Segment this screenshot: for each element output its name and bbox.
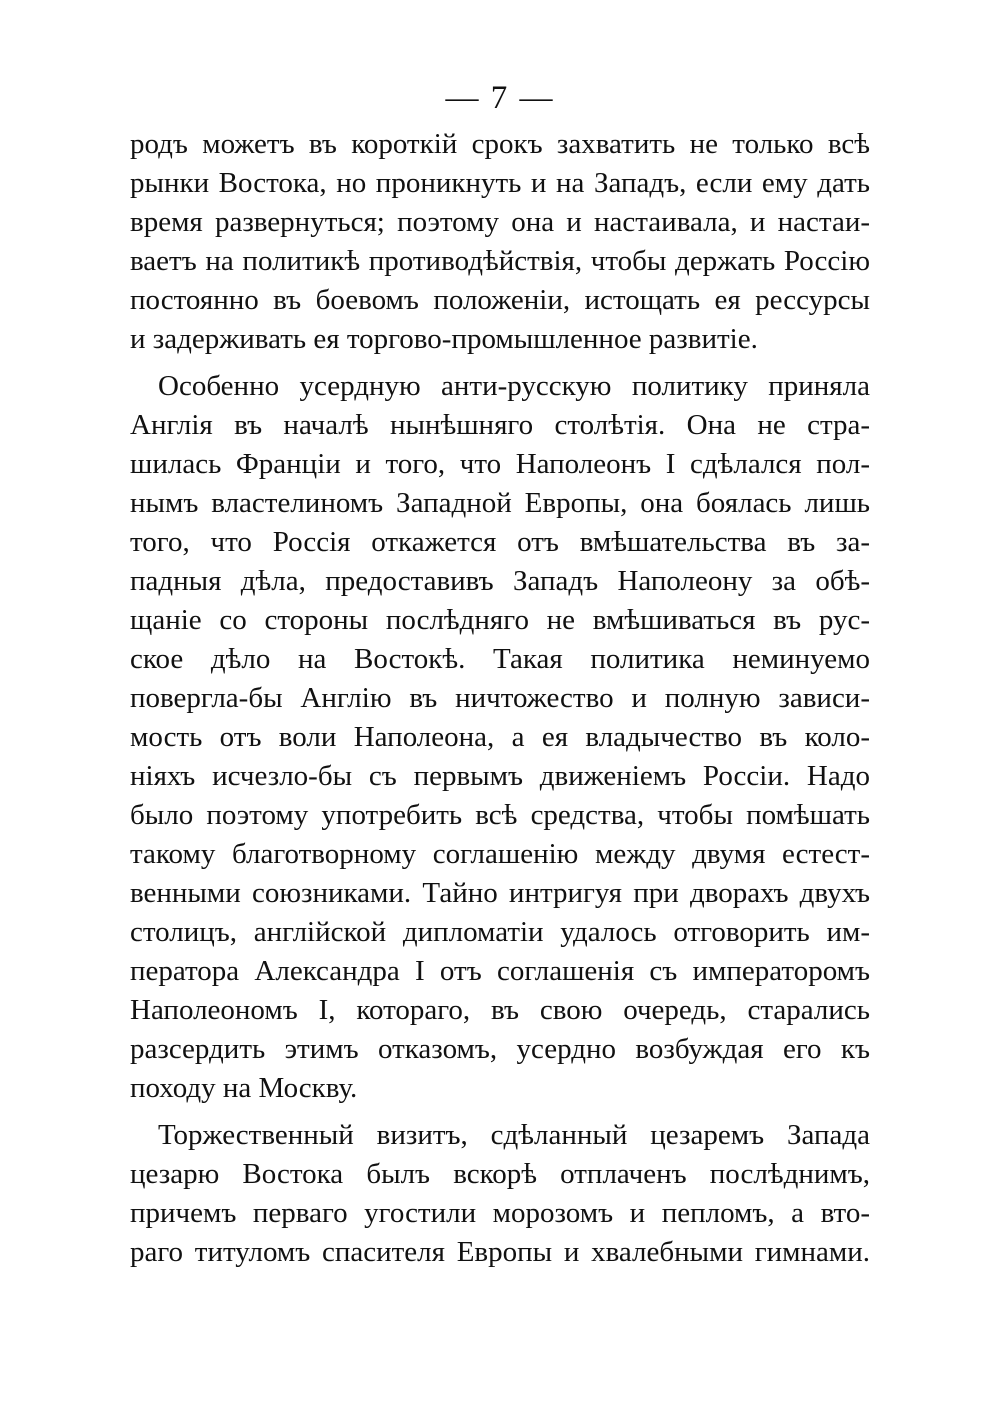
text-line: постоянно въ боевомъ положеніи, истощать ея рессурсы: [130, 284, 870, 316]
text-line: походу на Москву.: [130, 1072, 358, 1104]
text-line: щаніе со стороны послѣдняго не вмѣшиваться въ рус-: [130, 604, 870, 636]
text-line: родъ можетъ въ короткій срокъ захватить не только всѣ: [130, 128, 870, 160]
text-line: цезарю Востока былъ вскорѣ отплаченъ послѣднимъ,: [130, 1158, 870, 1190]
body-text: [130, 125, 870, 1272]
paragraph-2: [130, 367, 870, 1108]
text-line: рынки Востока, но проникнуть и на Западъ, если ему дать: [130, 167, 870, 199]
text-line: Наполеономъ I, котораго, въ свою очередь, старались: [130, 994, 870, 1026]
paragraph-3: [130, 1116, 870, 1272]
text-line: разсердить этимъ отказомъ, усердно возбуждая его къ: [130, 1033, 870, 1065]
text-line: венными союзниками. Тайно интригуя при дворахъ двухъ: [130, 877, 870, 909]
text-line: столицъ, англійской дипломатіи удалось отговорить им-: [130, 916, 870, 948]
text-line: и задерживать ея торгово-промышленное развитіе.: [130, 323, 758, 355]
text-line: такому благотворному соглашенію между двумя естест-: [130, 838, 870, 870]
paragraph-gap: [130, 1108, 870, 1116]
text-line: причемъ перваго угостили морозомъ и пепломъ, а вто-: [130, 1197, 870, 1229]
text-line: падныя дѣла, предоставивъ Западъ Наполеону за обѣ-: [130, 565, 870, 597]
text-line: ваетъ на политикѣ противодѣйствія, чтобы держать Россію: [130, 245, 870, 277]
text-line: раго титуломъ спасителя Европы и хвалебными гимнами.: [130, 1236, 870, 1268]
text-line: ское дѣло на Востокѣ. Такая политика неминуемо: [130, 643, 870, 675]
page-number: — 7 —: [445, 80, 555, 116]
text-line: нымъ властелиномъ Западной Европы, она боялась лишь: [130, 487, 870, 519]
text-line: повергла-бы Англію въ ничтожество и полную зависи-: [130, 682, 870, 714]
text-line: ператора Александра I отъ соглашенія съ императоромъ: [130, 955, 870, 987]
text-line: было поэтому употребить всѣ средства, чтобы помѣшать: [130, 799, 870, 831]
paragraph-1: [130, 125, 870, 359]
paragraph-gap: [130, 359, 870, 367]
text-line: мость отъ воли Наполеона, а ея владычество въ коло-: [130, 721, 870, 753]
text-line: Торжественный визитъ, сдѣланный цезаремъ Запада: [158, 1119, 870, 1151]
text-line: шилась Франціи и того, что Наполеонъ I сдѣлался пол-: [130, 448, 870, 480]
text-line: время развернуться; поэтому она и настаивала, и настаи-: [130, 206, 870, 238]
text-line: Особенно усердную анти-русскую политику приняла: [158, 370, 870, 402]
text-line: того, что Россія откажется отъ вмѣшательства въ за-: [130, 526, 870, 558]
text-line: ніяхъ исчезло-бы съ первымъ движеніемъ Россіи. Надо: [130, 760, 870, 792]
text-line: Англія въ началѣ нынѣшняго столѣтія. Она не стра-: [130, 409, 870, 441]
